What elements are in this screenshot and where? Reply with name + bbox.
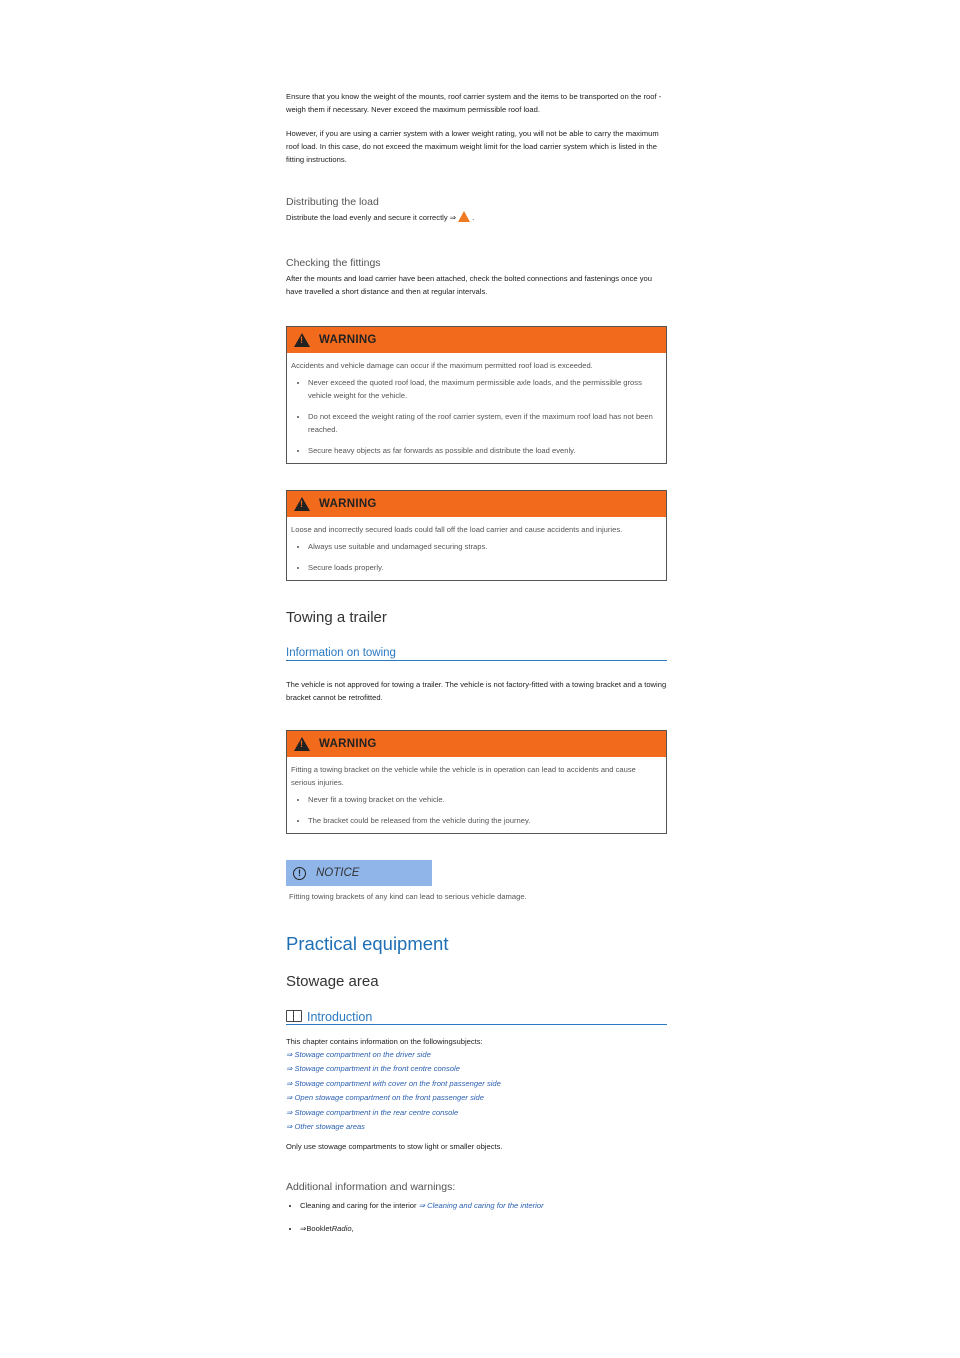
warning-label: WARNING [319,498,377,510]
link-cleaning-interior[interactable]: ⇒ Cleaning and caring for the interior [418,1201,544,1211]
warning-header [287,327,666,353]
manual-page [286,90,667,1243]
link-other-stowage-areas[interactable]: ⇒ Other stowage areas [286,1122,365,1132]
warning-box-roof-load [286,326,667,464]
warning-label: WARNING [319,738,377,750]
list-item: • Secure heavy objects as far forwards as possible and distribute the load evenly. [308,444,662,457]
heading-additional-info: Additional information and warnings: [286,1181,456,1194]
link-rear-centre-console[interactable]: ⇒ Stowage compartment in the rear centre console [286,1107,459,1117]
link-front-centre-console[interactable]: ⇒ Stowage compartment in the front centre console [286,1064,460,1074]
list-item: • Never fit a towing bracket on the vehicle. [308,793,662,806]
warning-body [287,757,666,833]
warning-box-loose-loads [286,490,667,581]
heading-checking: Checking the fittings [286,257,381,269]
list-item: • Secure loads properly. [308,561,662,574]
warning-header [287,731,666,757]
paragraph-lower-rating: However, if you are using a carrier system with a lower weight rating, you will not be able to carry the maximum roof load. In this case, do not exceed the maximum weight limit for the load carrier system which is listed in the fitting instructions. [286,129,659,164]
heading-distributing: Distributing the load [286,196,379,208]
warning-body [287,517,666,580]
warning-icon[interactable] [458,211,470,222]
warning-intro: Loose and incorrectly secured loads could fall off the load carrier and cause accidents and injuries. [291,525,623,534]
warning-label: WARNING [319,334,377,346]
heading-practical-equipment: Practical equipment [286,933,449,954]
list-item: • ⇒BookletRadio, [300,1222,667,1235]
notice-header [286,860,432,886]
section-information-on-towing: Information on towing [286,647,667,661]
exclamation-circle-icon: ! [293,867,306,880]
list-item: • The bracket could be released from the vehicle during the journey. [308,814,662,827]
paragraph-towing: The vehicle is not approved for towing a trailer. The vehicle is not factory-fitted with a towing bracket and a towing bracket cannot be retrofitted. [286,680,667,702]
list-item: • Never exceed the quoted roof load, the maximum permissible axle loads, and the permissible gross vehicle weight for the vehicle. [308,376,662,402]
paragraph-checking: After the mounts and load carrier have been attached, check the bolted connections and fastenings once you have travelled a short distance and then at regular intervals. [286,274,653,296]
notice-text: Fitting towing brackets of any kind can lead to serious vehicle damage. [289,892,527,901]
list-item: • Cleaning and caring for the interior ⇒ Cleaning and caring for the interior [300,1199,667,1213]
warning-header [287,491,666,517]
link-cover-front-passenger[interactable]: ⇒ Stowage compartment with cover on the front passenger side [286,1078,501,1088]
heading-stowage-area: Stowage area [286,973,379,990]
warning-body [287,353,666,463]
warning-intro: Fitting a towing bracket on the vehicle while the vehicle is in operation can lead to accidents and cause serious injuries. [291,765,636,787]
heading-towing: Towing a trailer [286,609,387,626]
notice-label: NOTICE [316,867,360,879]
additional-info-list [286,1199,667,1234]
list-item: • Always use suitable and undamaged securing straps. [308,540,662,553]
warning-icon [294,497,310,511]
book-icon [286,1010,302,1022]
warning-icon [294,333,310,347]
notice-box [286,860,667,903]
subject-link-list [286,1048,667,1134]
paragraph-chapter: This chapter contains information on the followingsubjects: [286,1037,483,1046]
link-open-front-passenger[interactable]: ⇒ Open stowage compartment on the front passenger side [286,1093,485,1103]
warning-icon [294,737,310,751]
paragraph-weight: Ensure that you know the weight of the mounts, roof carrier system and the items to be transported on the roof - weigh them if necessary. Never exceed the maximum permissible roof load. [286,92,662,114]
link-booklet[interactable]: ⇒BookletRadio [300,1223,352,1233]
paragraph-distributing: Distribute the load evenly and secure it correctly ⇒ . [286,213,475,222]
paragraph-only-use: Only use stowage compartments to stow light or smaller objects. [286,1142,503,1152]
list-item: • Do not exceed the weight rating of the roof carrier system, even if the maximum roof load has not been reached. [308,410,662,436]
warning-intro: Accidents and vehicle damage can occur if the maximum permitted roof load is exceeded. [291,361,593,370]
section-introduction: Introduction [286,1010,667,1025]
link-driver-side[interactable]: ⇒ Stowage compartment on the driver side [286,1050,431,1059]
warning-box-towing-bracket [286,730,667,834]
